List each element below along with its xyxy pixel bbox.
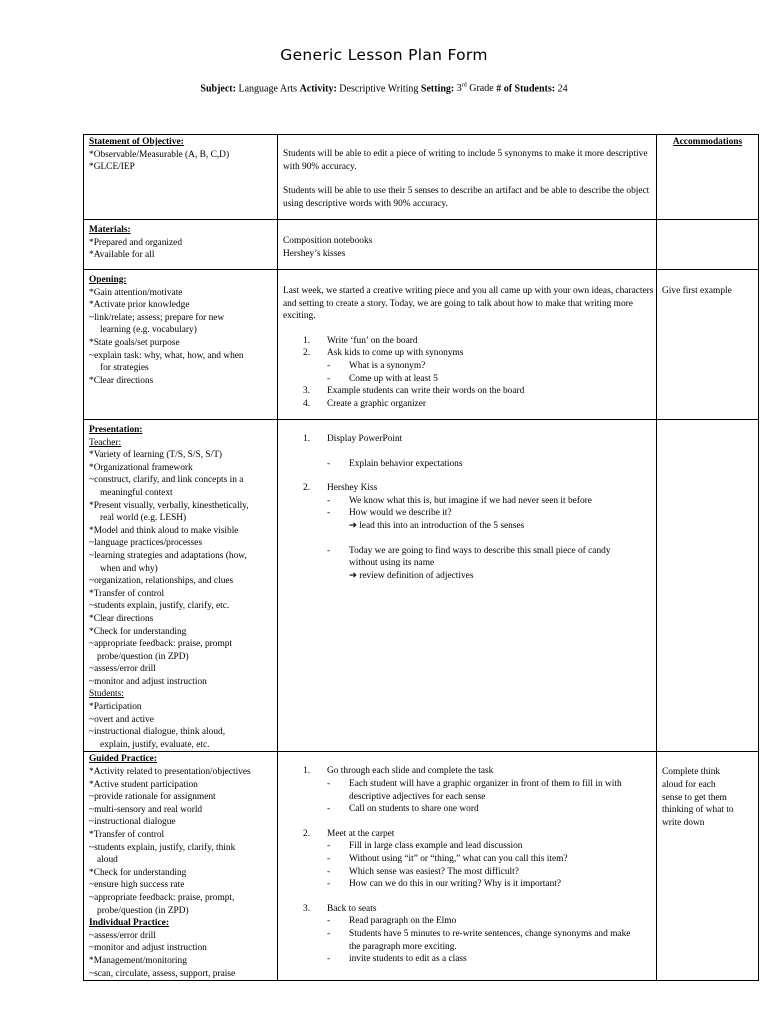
guided-substep: - invite students to edit as a class <box>327 954 467 965</box>
arrow-note: ➔ lead this into an introduction of the 5 senses <box>349 520 525 531</box>
opening-step: 4. Create a graphic organizer <box>303 398 426 409</box>
guided-substep: - Call on students to share one word <box>327 804 479 815</box>
objective-para-2: Students will be able to use their 5 senses to describe an artifact and be able to describe the object using descriptive words with 90% accuracy. <box>283 186 650 209</box>
opening-criteria: ~explain task: why, what, how, and when <box>89 350 244 361</box>
individual-criteria: ~assess/error drill <box>89 930 156 941</box>
materials-heading: Materials: <box>89 225 131 235</box>
guided-accommodation-line: aloud for each <box>662 780 716 791</box>
guided-substep: - Without using “it” or “thing,” what can you call this item? <box>327 854 568 864</box>
opening-criteria: for strategies <box>100 363 149 374</box>
guided-step: 3. Back to seats <box>303 903 377 914</box>
accommodations-heading: Accommodations <box>672 137 743 147</box>
teacher-criteria: ~students explain, justify, clarify, etc. <box>89 601 230 612</box>
presentation-substep: - Today we are going to find ways to describe this small piece of candy <box>327 545 611 556</box>
guided-accommodation-line: sense to get them <box>662 792 727 803</box>
opening-content-cell <box>278 270 657 420</box>
guided-criteria: ~appropriate feedback: praise, prompt, <box>89 892 235 903</box>
opening-criteria: *Gain attention/motivate <box>89 287 183 298</box>
opening-substep: - Come up with at least 5 <box>327 373 438 384</box>
objective-para-1: Students will be able to edit a piece of writing to include 5 synonyms to make it more descriptive with 90% accuracy. <box>283 149 648 172</box>
guided-practice-row <box>84 752 759 981</box>
guided-criteria: ~ensure high success rate <box>89 880 185 891</box>
teacher-criteria: ~learning strategies and adaptations (how, <box>89 550 247 561</box>
accommodations-header-cell <box>657 135 759 220</box>
subject-label: Subject: <box>200 83 236 95</box>
presentation-substep: - Explain behavior expectations <box>327 458 463 469</box>
opening-criteria: *Activate prior knowledge <box>89 300 190 311</box>
teacher-criteria: ~language practices/processes <box>89 538 203 549</box>
students-value: 24 <box>557 83 568 95</box>
guided-heading: Guided Practice: <box>89 754 157 765</box>
guided-substep: - Each student will have a graphic organizer in front of them to fill in with <box>327 779 622 790</box>
guided-substep-cont: descriptive adjectives for each sense <box>349 791 486 802</box>
opening-accommodation: Give first example <box>662 286 732 296</box>
students-criteria: explain, justify, evaluate, etc. <box>100 739 210 750</box>
students-criteria: ~overt and active <box>89 714 154 725</box>
guided-left-cell <box>84 752 278 981</box>
opening-heading: Opening: <box>89 275 127 285</box>
subject-value: Language Arts <box>238 83 298 95</box>
objective-heading: Statement of Objective: <box>89 137 184 147</box>
presentation-substep: - How would we describe it? <box>327 508 452 519</box>
materials-item: Hershey’s kisses <box>283 248 346 259</box>
objective-criteria-2: *GLCE/IEP <box>89 162 135 173</box>
document-title: Generic Lesson Plan Form <box>280 46 488 64</box>
presentation-content-cell <box>278 420 657 752</box>
materials-content-cell <box>278 220 657 270</box>
objective-criteria-1: *Observable/Measurable (A, B, C,D) <box>89 149 230 160</box>
guided-accommodation-line: write down <box>662 817 705 828</box>
teacher-criteria: real world (e.g. LESH) <box>100 513 187 524</box>
students-criteria: ~instructional dialogue, think aloud, <box>89 727 226 738</box>
guided-criteria: *Check for understanding <box>89 867 187 878</box>
opening-criteria: ~link/relate; assess; prepare for new <box>89 312 225 323</box>
materials-accommodation-cell <box>657 220 759 270</box>
guided-substep: - Fill in large class example and lead discussion <box>327 841 523 852</box>
guided-step: 1. Go through each slide and complete the task <box>303 766 494 777</box>
individual-practice-heading: Individual Practice: <box>89 918 169 929</box>
opening-criteria: learning (e.g. vocabulary) <box>100 325 197 336</box>
opening-step: 1. Write ‘fun’ on the board <box>303 335 418 346</box>
teacher-criteria: *Variety of learning (T/S, S/S, S/T) <box>89 450 223 461</box>
teacher-criteria: *Present visually, verbally, kinesthetically, <box>89 500 249 511</box>
opening-step: 2. Ask kids to come up with synonyms <box>303 348 464 359</box>
presentation-accommodation-cell <box>657 420 759 752</box>
arrow-note: ➔ review definition of adjectives <box>349 570 474 581</box>
setting-label: Setting: <box>420 83 455 95</box>
guided-substep: - Students have 5 minutes to re-write sentences, change synonyms and make <box>327 928 631 939</box>
presentation-substep-cont: without using its name <box>349 558 435 569</box>
teacher-label: Teacher: <box>89 437 122 448</box>
guided-criteria: probe/question (in ZPD) <box>97 905 189 916</box>
teacher-criteria: probe/question (in ZPD) <box>97 651 189 662</box>
presentation-heading: Presentation: <box>89 425 143 435</box>
individual-criteria: ~monitor and adjust instruction <box>89 943 207 954</box>
teacher-criteria: ~monitor and adjust instruction <box>89 676 207 687</box>
opening-step: 3. Example students can write their words on the board <box>303 386 525 397</box>
guided-step: 2. Meet at the carpet <box>303 828 395 839</box>
opening-row <box>84 270 759 420</box>
presentation-step: 2. Hershey Kiss <box>303 483 378 494</box>
arrow-icon: ➔ <box>349 570 357 581</box>
presentation-substep: - We know what this is, but imagine if we had never seen it before <box>327 495 592 506</box>
objective-content-cell <box>278 135 657 220</box>
guided-criteria: *Transfer of control <box>89 830 165 840</box>
teacher-criteria: when and why) <box>100 563 158 574</box>
guided-criteria: ~provide rationale for assignment <box>89 792 216 803</box>
teacher-criteria: ~appropriate feedback: praise, prompt <box>89 639 233 650</box>
guided-accommodation-cell <box>657 752 759 981</box>
teacher-criteria: ~assess/error drill <box>89 664 156 675</box>
objective-left-cell <box>84 135 278 220</box>
opening-criteria: *Clear directions <box>89 375 154 386</box>
opening-left-cell <box>84 270 278 420</box>
presentation-row <box>84 420 759 752</box>
guided-criteria: ~instructional dialogue <box>89 817 176 828</box>
arrow-icon: ➔ <box>349 520 357 531</box>
teacher-criteria: ~construct, clarify, and link concepts in a <box>89 475 244 486</box>
individual-criteria: ~scan, circulate, assess, support, praise <box>89 968 236 979</box>
guided-content-cell <box>278 752 657 981</box>
teacher-criteria: *Clear directions <box>89 613 154 624</box>
opening-substep: - What is a synonym? <box>327 360 426 371</box>
materials-row <box>84 220 759 270</box>
opening-accommodation-cell <box>657 270 759 420</box>
materials-item: Composition notebooks <box>283 236 373 246</box>
guided-criteria: ~students explain, justify, clarify, think <box>89 842 236 853</box>
individual-criteria: *Management/monitoring <box>89 955 187 966</box>
objective-row <box>84 135 759 220</box>
presentation-left-cell <box>84 420 278 752</box>
teacher-criteria: *Check for understanding <box>89 626 187 637</box>
teacher-criteria: *Organizational framework <box>89 462 193 473</box>
opening-criteria: *State goals/set purpose <box>89 337 180 348</box>
lesson-plan-table <box>83 134 759 981</box>
teacher-criteria: *Model and think aloud to make visible <box>89 525 239 536</box>
guided-accommodation-line: Complete think <box>662 767 721 778</box>
teacher-criteria: ~organization, relationships, and clues <box>89 576 234 587</box>
materials-left-cell <box>84 220 278 270</box>
teacher-criteria: meaningful context <box>100 487 173 498</box>
setting-value: 3rd Grade <box>456 83 494 95</box>
teacher-criteria: *Transfer of control <box>89 588 165 599</box>
opening-intro: Last week, we started a creative writing piece and you all came up with your own ideas, characters and setting to create a story. Today, we are going to talk about how to make that writing more exciting. <box>283 286 654 322</box>
guided-criteria: *Activity related to presentation/objectives <box>89 767 251 778</box>
guided-substep-cont: the paragraph more exciting. <box>349 941 457 952</box>
guided-substep: - Which sense was easiest? The most difficult? <box>327 866 519 877</box>
presentation-step: 1. Display PowerPoint <box>303 434 403 444</box>
students-label: # of Students: <box>496 83 556 95</box>
lesson-info-line <box>0 83 768 94</box>
guided-criteria: aloud <box>97 855 118 866</box>
materials-criteria-1: *Prepared and organized <box>89 237 183 248</box>
guided-criteria: ~multi-sensory and real world <box>89 804 203 815</box>
activity-value: Descriptive Writing <box>339 83 419 95</box>
students-label: Students: <box>89 689 124 700</box>
students-criteria: *Participation <box>89 702 142 713</box>
activity-label: Activity: <box>299 83 337 95</box>
guided-accommodation-line: thinking of what to <box>662 805 734 816</box>
guided-criteria: *Active student participation <box>89 779 198 790</box>
materials-criteria-2: *Available for all <box>89 250 155 261</box>
guided-substep: - Read paragraph on the Elmo <box>327 916 457 927</box>
guided-substep: - How can we do this in our writing? Why is it important? <box>327 879 562 890</box>
